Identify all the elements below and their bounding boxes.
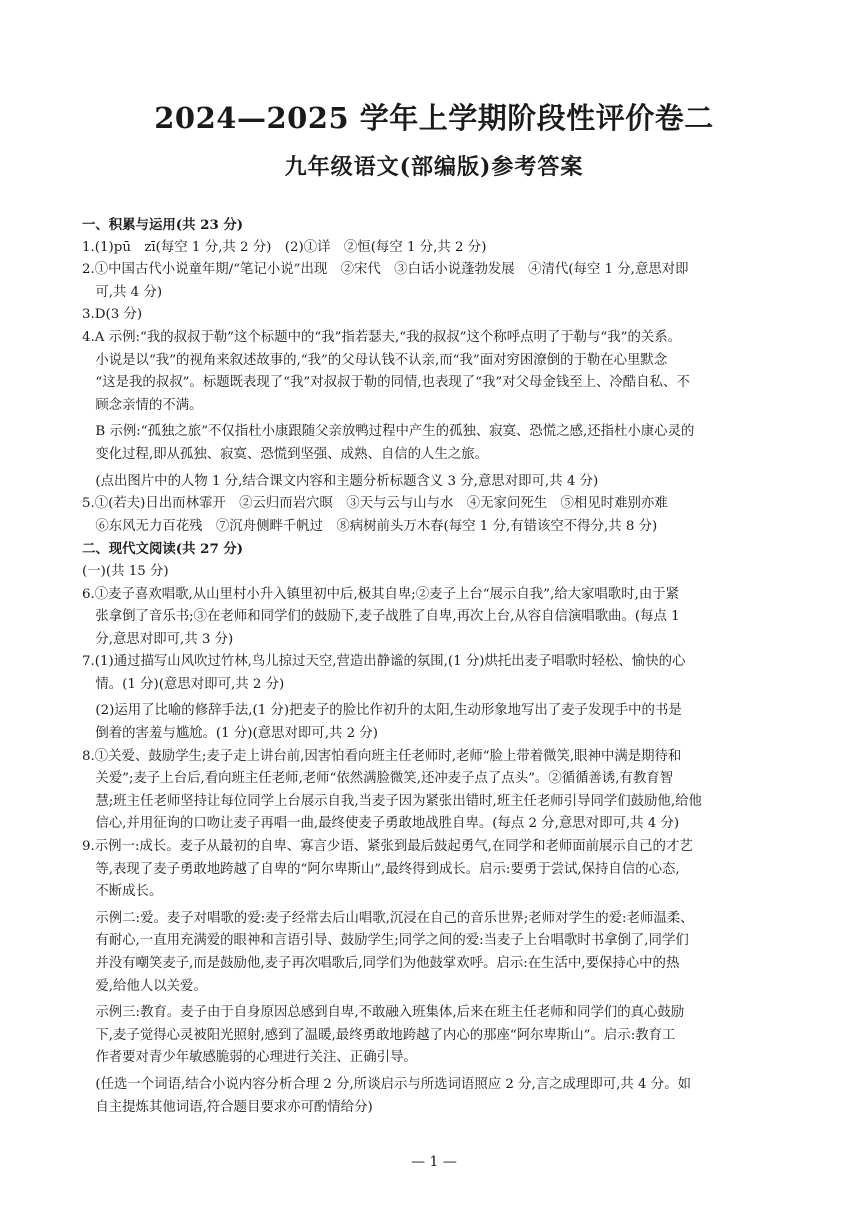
answer-line: 有耐心,一直用充满爱的眼神和言语引导、鼓励学生;同学之间的爱:当麦子上台唱歌时书拿倒了,同学们 — [82, 933, 689, 949]
answer-line: 2.①中国古代小说童年期/“笔记小说”出现 ②宋代 ③白话小说蓬勃发展 ④清代(每空 1 分,意思对即 — [82, 262, 689, 278]
answer-line: 倒着的害羞与尴尬。(1 分)(意思对即可,共 2 分) — [82, 726, 378, 742]
answer-content — [82, 214, 792, 1119]
answer-line: (一)(共 15 分) — [82, 563, 169, 579]
answer-line: 张拿倒了音乐书;③在老师和同学们的鼓励下,麦子战胜了自卑,再次上台,从容自信演唱歌曲。(每点 1 — [82, 609, 680, 625]
answer-line: 等,表现了麦子勇敢地跨越了自卑的“阿尔卑斯山”,最终得到成长。启示:要勇于尝试,保持自信的心态, — [82, 861, 680, 877]
answer-line: (任选一个词语,结合小说内容分析合理 2 分,所谈启示与所选词语照应 2 分,言之成理即可,共 4 分。如 — [82, 1076, 691, 1092]
answer-line: 4.A 示例:“我的叔叔于勒”这个标题中的“我”指若瑟夫,“我的叔叔”这个称呼点明了于勒与“我”的关系。 — [82, 329, 682, 345]
answer-line: (2)运用了比喻的修辞手法,(1 分)把麦子的脸比作初升的太阳,生动形象地写出了麦子发现手中的书是 — [82, 703, 682, 719]
answer-line: 示例三:教育。麦子由于自身原因总感到自卑,不敢融入班集体,后来在班主任老师和同学们的真心鼓励 — [82, 1005, 685, 1021]
answer-line: 可,共 4 分) — [82, 284, 163, 300]
answer-line: 作者要对青少年敏感脆弱的心理进行关注、正确引导。 — [82, 1050, 417, 1066]
answer-line: 变化过程,即从孤独、寂寞、恐慌到坚强、成熟、自信的人生之旅。 — [82, 446, 488, 462]
answer-line: 5.①(若夫)日出而林霏开 ②云归而岩穴暝 ③天与云与山与水 ④无家问死生 ⑤相见时难别亦难 — [82, 496, 668, 512]
answer-line: 小说是以“我”的视角来叙述故事的,“我”的父母认钱不认亲,而“我”面对穷困潦倒的于勒在心里默念 — [82, 352, 668, 368]
answer-line: 6.①麦子喜欢唱歌,从山里村小升入镇里初中后,极其自卑;②麦子上台“展示自我”,给大家唱歌时,由于紧 — [82, 586, 680, 602]
answer-line: “这是我的叔叔”。标题既表现了“我”对叔叔于勒的同情,也表现了“我”对父母金钱至上、冷酷自私、不 — [82, 375, 690, 391]
answer-line: 下,麦子觉得心灵被阳光照射,感到了温暖,最终勇敢地跨越了内心的那座“阿尔卑斯山”。启示:教育工 — [82, 1027, 676, 1043]
answer-line: 慧;班主任老师坚持让每位同学上台展示自我,当麦子因为紧张出错时,班主任老师引导同学们鼓励他,给他 — [82, 793, 702, 809]
answer-line: B 示例:“孤独之旅”不仅指杜小康跟随父亲放鸭过程中产生的孤独、寂寞、恐慌之感,还指杜小康心灵的 — [82, 424, 695, 440]
answer-line: 7.(1)通过描写山风吹过竹林,鸟儿掠过天空,营造出静谧的氛围,(1 分)烘托出麦子唱歌时轻松、愉快的心 — [82, 654, 686, 670]
answer-line: 关爱”;麦子上台后,看向班主任老师,老师“依然满脸微笑,还冲麦子点了点头”。②循循善诱,有教育智 — [82, 771, 674, 787]
page-title: 2024—2025 学年上学期阶段性评价卷二 — [154, 101, 714, 135]
answer-line: 1.(1)pū zī(每空 1 分,共 2 分) (2)①详 ②恒(每空 1 分,共 2 分) — [82, 239, 487, 255]
page-number: — 1 — — [411, 1154, 457, 1170]
answer-line: 自主提炼其他词语,符合题目要求亦可酌情给分) — [82, 1099, 373, 1115]
answer-line: 顾念亲情的不满。 — [82, 397, 203, 413]
answer-line: 9.示例一:成长。麦子从最初的自卑、寡言少语、紧张到最后鼓起勇气,在同学和老师面前展示自己的才艺 — [82, 839, 693, 855]
answer-line: 并没有嘲笑麦子,而是鼓励他,麦子再次唱歌后,同学们为他鼓掌欢呼。启示:在生活中,要保持心中的热 — [82, 956, 680, 971]
answer-line: 分,意思对即可,共 3 分) — [82, 631, 234, 647]
section-heading: 二、现代文阅读(共 27 分) — [82, 541, 244, 558]
answer-line: 爱,给他人以关爱。 — [82, 978, 207, 994]
answer-line: 8.①关爱、鼓励学生;麦子走上讲台前,因害怕看向班主任老师时,老师“脸上带着微笑,眼神中满是期待和 — [82, 748, 682, 764]
answer-line: (点出图片中的人物 1 分,结合课文内容和主题分析标题含义 3 分,意思对即可,共 4 分) — [82, 473, 599, 489]
answer-line: 信心,并用征询的口吻让麦子再唱一曲,最终使麦子勇敢地战胜自卑。(每点 2 分,意思对即可,共 4 分) — [82, 816, 680, 832]
page-subtitle: 九年级语文(部编版)参考答案 — [284, 154, 584, 180]
answer-line: 不断成长。 — [82, 884, 163, 900]
answer-line: 3.D(3 分) — [82, 307, 143, 323]
answer-line: ⑥东风无力百花残 ⑦沉舟侧畔千帆过 ⑧病树前头万木春(每空 1 分,有错该空不得分,共 8 分) — [82, 518, 658, 534]
section-heading: 一、积累与运用(共 23 分) — [82, 217, 244, 233]
answer-line: 情。(1 分)(意思对即可,共 2 分) — [82, 676, 285, 692]
answer-line: 示例二:爱。麦子对唱歌的爱:麦子经常去后山唱歌,沉浸在自己的音乐世界;老师对学生的爱:老师温柔、 — [82, 910, 694, 926]
